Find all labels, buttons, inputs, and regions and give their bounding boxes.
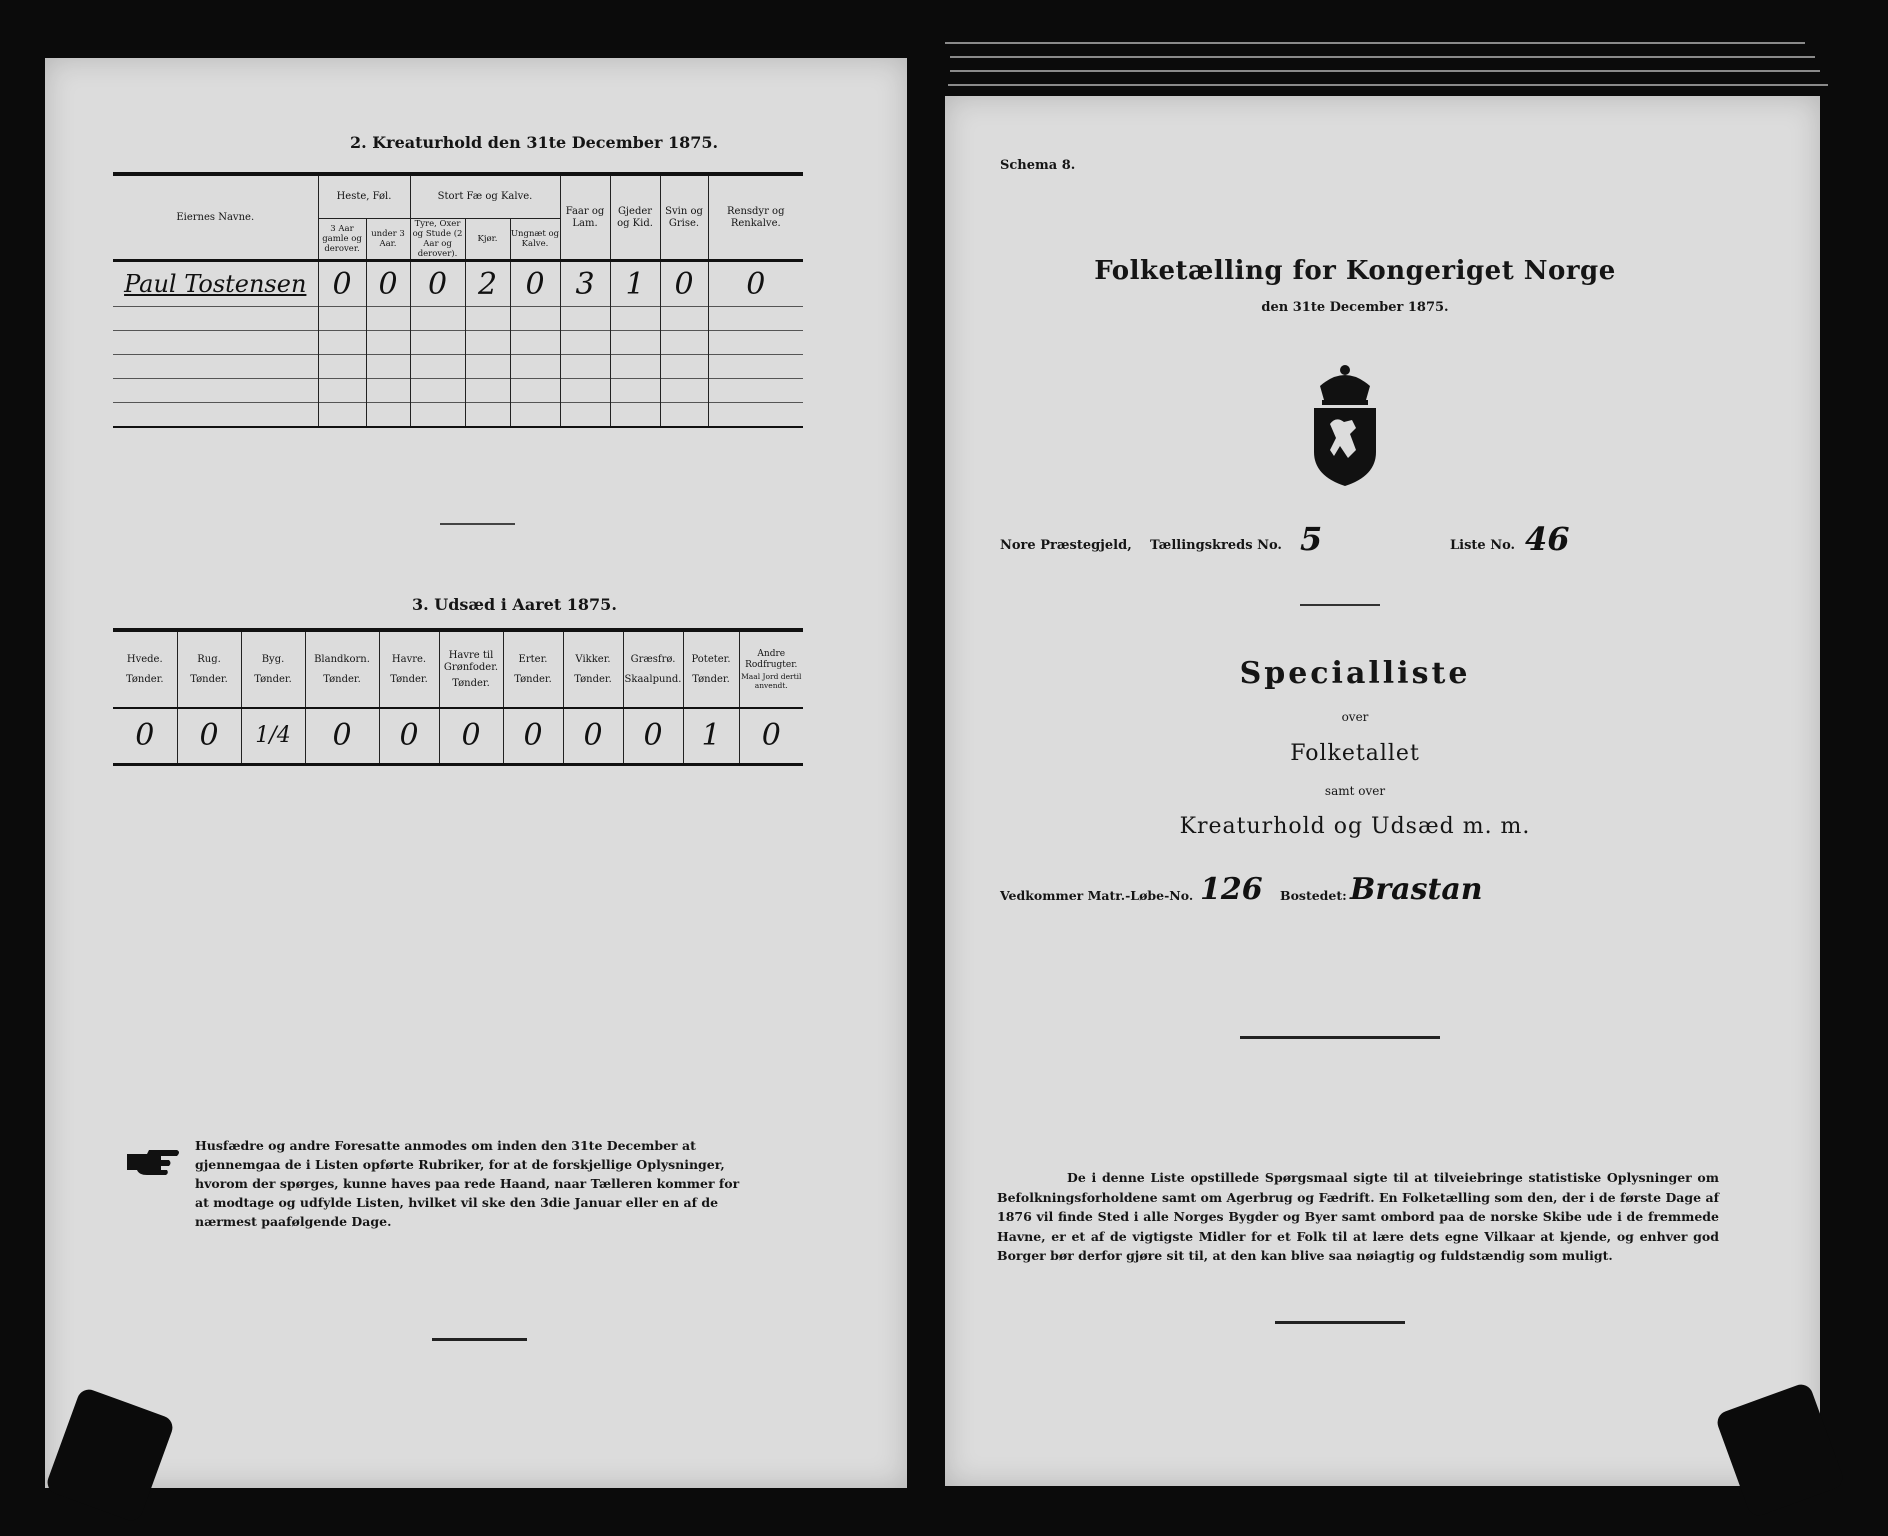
seed-header-unit: Tønder. (390, 673, 428, 685)
seed-header (379, 630, 439, 708)
seed-header-unit: Tønder. (254, 673, 292, 685)
bosted-label: Bostedet: (1280, 888, 1347, 903)
seed-value: 0 (305, 708, 379, 764)
livestock-table (113, 172, 803, 428)
header-heste: Heste, Føl. (318, 174, 410, 218)
seed-header-unit: Tønder. (125, 673, 164, 685)
seed-header (241, 630, 305, 708)
seed-header (113, 630, 177, 708)
header-tyre: Tyre, Oxer og Stude (2 Aar og derover). (410, 218, 465, 261)
specialliste-heading: Specialliste (1239, 656, 1471, 691)
census-date: den 31te December 1875. (1261, 300, 1449, 315)
cell-value: 2 (465, 261, 510, 307)
section3-title: 3. Udsæd i Aaret 1875. (412, 595, 617, 614)
seed-header-name: Byg. (261, 653, 285, 665)
seed-value: 0 (563, 708, 623, 764)
seed-header (439, 630, 503, 708)
folketallet-heading: Folketallet (1290, 741, 1420, 766)
right-page (945, 96, 1820, 1486)
matr-value: 126 (1200, 872, 1263, 907)
section2-title: 2. Kreaturhold den 31te December 1875. (350, 133, 719, 152)
seed-header (739, 630, 803, 708)
seed-header-name: Havre. (391, 653, 427, 665)
table-row (113, 261, 803, 307)
seed-value: 0 (379, 708, 439, 764)
seed-value: 1 (683, 708, 739, 764)
seed-header-unit: Tønder. (323, 673, 361, 685)
cell-value: 0 (366, 261, 410, 307)
header-gjeder: Gjeder og Kid. (610, 174, 660, 261)
seed-header-unit: Tønder. (514, 673, 552, 685)
page-title: Folketælling for Kongeriget Norge (1094, 256, 1616, 286)
seed-header-name: Erter. (518, 653, 548, 665)
cell-value: 0 (660, 261, 708, 307)
table-row (113, 379, 803, 403)
seed-header-name: Poteter. (691, 653, 731, 665)
seed-value: 1/4 (241, 708, 305, 764)
seed-table (113, 628, 803, 766)
seed-header-unit: Tønder. (452, 677, 490, 689)
seed-value: 0 (739, 708, 803, 764)
header-heste-old: 3 Aar gamle og derover. (318, 218, 366, 261)
bosted-value: Brastan (1350, 872, 1483, 907)
table-row (113, 355, 803, 379)
seed-header-name: Havre til Grønfoder. (443, 649, 499, 673)
purpose-paragraph: De i denne Liste opstillede Spørgsmaal sigte til at tilveiebringe statistiske Oplysninger om Befolkningsforholdene samt om Agerbrug og Fædrift. En Folketælling som den, der i de første Dage af 1876 vil finde Sted i alle Norges Bygder og Byer samt ombord paa de norske Skibe ude i de fremmede Havne, er et af de vigtigste Midler for et Folk til at lære dets egne Vilkaar at kjende, og enhver god Borger bør derfor gjøre sit til, at den kan blive saa nøiagtig og fuldstændig som muligt. (997, 1170, 1719, 1263)
divider (1300, 604, 1380, 606)
seed-header (623, 630, 683, 708)
tellingskreds-value: 5 (1300, 520, 1323, 558)
seed-value: 0 (177, 708, 241, 764)
liste-label: Liste No. (1450, 538, 1516, 553)
header-owner: Eiernes Navne. (113, 174, 318, 261)
table-row (113, 331, 803, 355)
cell-value: 1 (610, 261, 660, 307)
seed-header-unit: Skaalpund. (624, 673, 682, 685)
cell-value: 0 (708, 261, 803, 307)
seed-header (683, 630, 739, 708)
page-stack-edge (948, 84, 1828, 86)
seed-value: 0 (623, 708, 683, 764)
seed-value: 0 (113, 708, 177, 764)
district-line (1000, 520, 1780, 566)
prestegjeld-label: Nore Præstegjeld, (1000, 538, 1132, 553)
seed-header-name: Andre Rodfrugter. (745, 648, 798, 670)
divider (432, 1338, 527, 1341)
matr-label: Vedkommer Matr.-Løbe-No. (1000, 888, 1194, 903)
table-row (113, 307, 803, 331)
seed-header-unit: Maal Jord dertil anvendt. (741, 672, 802, 691)
seed-header-unit: Tønder. (692, 673, 730, 685)
seed-header-name: Blandkorn. (314, 653, 370, 665)
matr-line (1000, 872, 1780, 916)
divider (440, 523, 515, 525)
over-text: over (1341, 710, 1369, 724)
cell-value: 0 (510, 261, 560, 307)
seed-header (503, 630, 563, 708)
seed-header (177, 630, 241, 708)
header-stort-fae: Stort Fæ og Kalve. (410, 174, 560, 218)
header-faar: Faar og Lam. (560, 174, 610, 261)
page-stack-edge (950, 70, 1820, 72)
page-stack-edge (950, 56, 1815, 58)
left-page (45, 58, 907, 1488)
instruction-note: Husfædre og andre Foresatte anmodes om inden den 31te December at gjennemgaa de i Listen opførte Rubriker, for at de forskjellige Oplysninger, hvorom der spørges, kunne haves paa rede Haand, naar Tælleren kommer for at modtage og udfylde Listen, hvilket vil ske den 3die Januar eller en af de nærmest paafølgende Dage. (195, 1138, 740, 1229)
page-stack-edge (945, 42, 1805, 44)
seed-header-unit: Tønder. (574, 673, 612, 685)
header-kjor: Kjør. (465, 218, 510, 261)
header-ungnaet: Ungnæt og Kalve. (510, 218, 560, 261)
divider (1240, 1036, 1440, 1039)
owner-name: Paul Tostensen (113, 261, 318, 307)
seed-header-name: Vikker. (575, 653, 611, 665)
table-row (113, 708, 803, 764)
seed-value: 0 (439, 708, 503, 764)
cell-value: 0 (410, 261, 465, 307)
seed-header (563, 630, 623, 708)
header-svin: Svin og Grise. (660, 174, 708, 261)
schema-label: Schema 8. (1000, 158, 1076, 173)
pointing-hand-icon (125, 1148, 181, 1178)
norwegian-coat-of-arms-icon (1300, 364, 1390, 489)
liste-value: 46 (1525, 520, 1570, 558)
seed-header-name: Hvede. (126, 653, 163, 665)
samt-over-text: samt over (1324, 784, 1386, 798)
seed-header-name: Græsfrø. (630, 653, 676, 665)
seed-header (305, 630, 379, 708)
tellingskreds-label: Tællingskreds No. (1150, 538, 1282, 553)
seed-value: 0 (503, 708, 563, 764)
seed-header-name: Rug. (197, 653, 221, 665)
header-rensdyr: Rensdyr og Renkalve. (708, 174, 803, 261)
cell-value: 3 (560, 261, 610, 307)
table-row (113, 403, 803, 427)
kreaturhold-heading: Kreaturhold og Udsæd m. m. (1179, 814, 1531, 839)
cell-value: 0 (318, 261, 366, 307)
header-heste-young: under 3 Aar. (366, 218, 410, 261)
divider (1275, 1321, 1405, 1324)
seed-header-unit: Tønder. (190, 673, 228, 685)
